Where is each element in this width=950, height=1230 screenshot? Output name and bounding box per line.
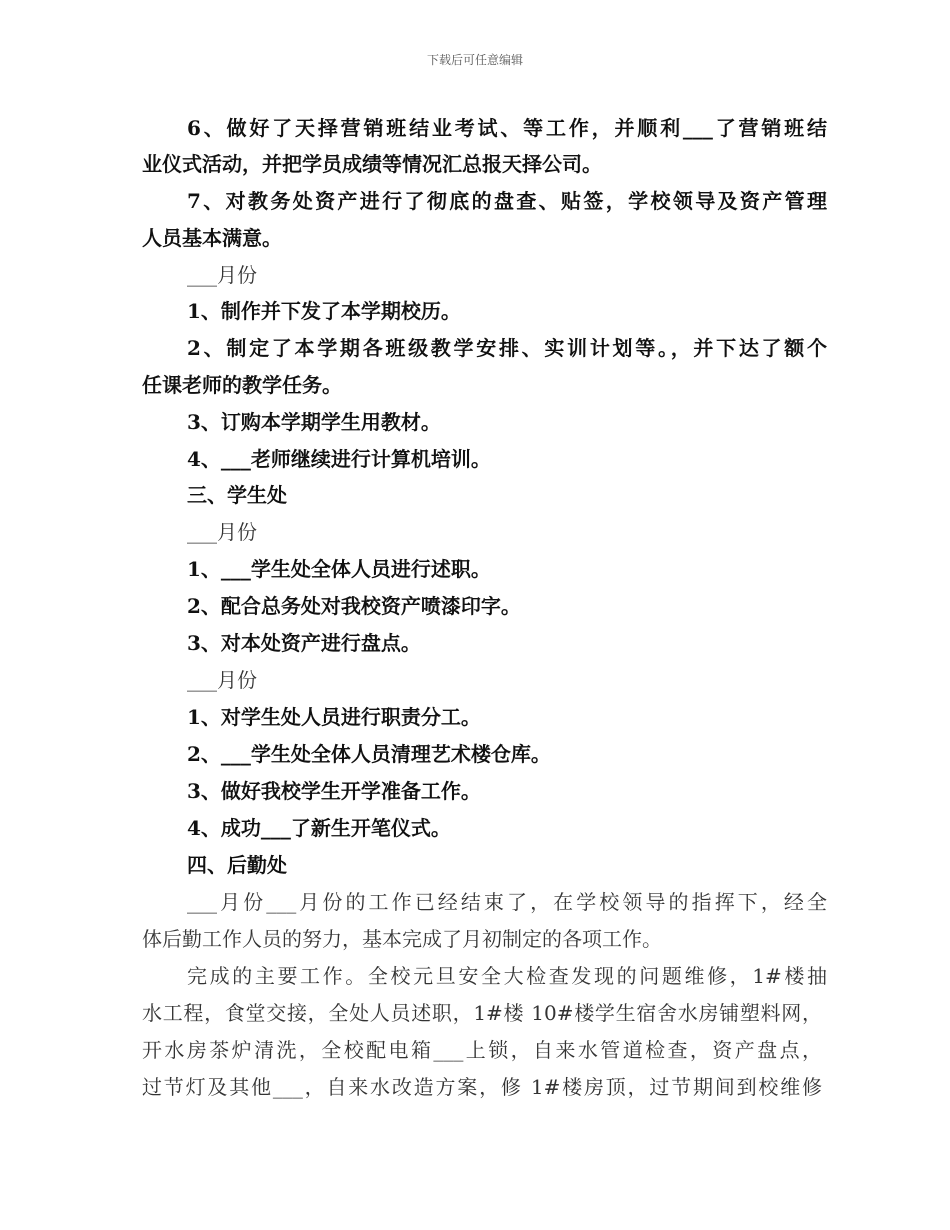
paragraph-line: 开水房茶炉清洗，全校配电箱___上锁，自来水管道检查，资产盘点， xyxy=(142,1038,822,1062)
paragraph-line: 3、做好我校学生开学准备工作。 xyxy=(187,779,481,803)
page-header-note: 下载后可任意编辑 xyxy=(426,53,523,67)
paragraph-line: 4、成功___了新生开笔仪式。 xyxy=(187,816,451,840)
paragraph-line: 2、配合总务处对我校资产喷漆印字。 xyxy=(187,594,521,618)
section-heading: 四、后勤处 xyxy=(187,853,287,877)
paragraph-line: 7、对教务处资产进行了彻底的盘查、贴签，学校领导及资产管理 xyxy=(187,189,827,213)
paragraph-line: 完成的主要工作。全校元旦安全大检查发现的问题维修，1#楼抽 xyxy=(187,964,827,988)
month-heading: ___月份 xyxy=(187,668,257,692)
paragraph-line: 水工程，食堂交接，全处人员述职，1#楼 10#楼学生宿舍水房铺塑料网， xyxy=(142,1001,822,1025)
paragraph-line: 人员基本满意。 xyxy=(142,226,282,250)
paragraph-line: ___月份___月份的工作已经结束了，在学校领导的指挥下，经全 xyxy=(187,890,827,914)
paragraph-line: 2、___学生处全体人员清理艺术楼仓库。 xyxy=(187,742,551,766)
paragraph-line: 4、___老师继续进行计算机培训。 xyxy=(187,447,491,471)
section-heading: 三、学生处 xyxy=(187,483,287,507)
paragraph-line: 3、对本处资产进行盘点。 xyxy=(187,631,421,655)
paragraph-line: 体后勤工作人员的努力，基本完成了月初制定的各项工作。 xyxy=(142,927,662,951)
paragraph-line: 3、订购本学期学生用教材。 xyxy=(187,410,441,434)
month-heading: ___月份 xyxy=(187,263,257,287)
paragraph-line: 2、制定了本学期各班级教学安排、实训计划等。，并下达了额个 xyxy=(187,336,827,360)
paragraph-line: 6、做好了天择营销班结业考试、等工作，并顺利___了营销班结 xyxy=(187,116,827,140)
paragraph-line: 过节灯及其他___，自来水改造方案，修 1#楼房顶，过节期间到校维修 xyxy=(142,1075,822,1099)
paragraph-line: 1、对学生处人员进行职责分工。 xyxy=(187,705,481,729)
paragraph-line: 1、制作并下发了本学期校历。 xyxy=(187,299,461,323)
paragraph-line: 1、___学生处全体人员进行述职。 xyxy=(187,557,491,581)
paragraph-line: 业仪式活动，并把学员成绩等情况汇总报天择公司。 xyxy=(142,152,602,176)
paragraph-line: 任课老师的教学任务。 xyxy=(142,373,342,397)
month-heading: ___月份 xyxy=(187,520,257,544)
